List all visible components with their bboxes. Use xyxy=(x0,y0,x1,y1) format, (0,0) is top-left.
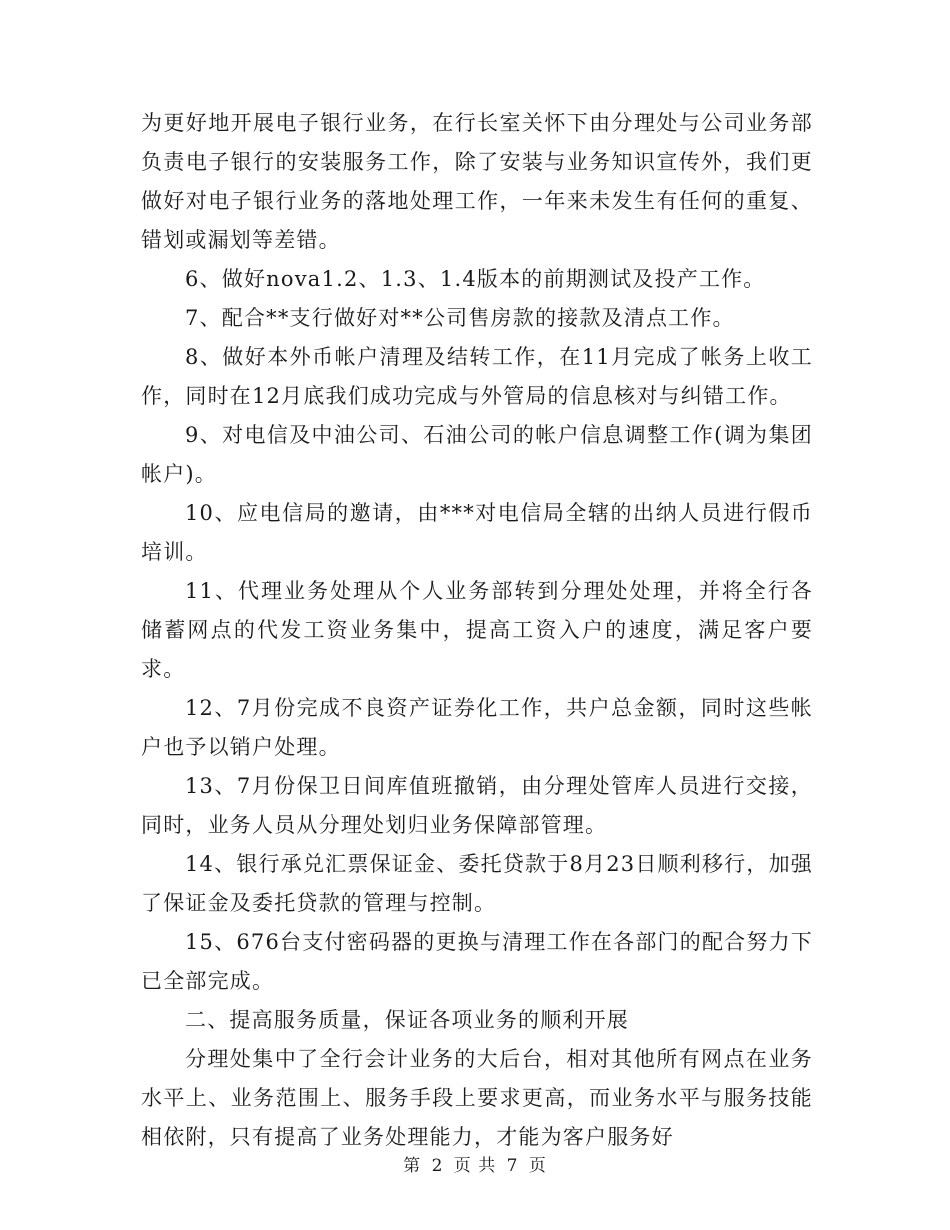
paragraph: 10、应电信局的邀请，由***对电信局全辖的出纳人员进行假币培训。 xyxy=(141,501,813,564)
paragraph: 7、配合**支行做好对**公司售房款的接款及清点工作。 xyxy=(185,306,735,330)
paragraph: 12、7月份完成不良资产证券化工作，共户总金额，同时这些帐户也予以销户处理。 xyxy=(141,696,813,759)
footer-prefix: 第 xyxy=(403,1156,422,1176)
current-page-number: 2 xyxy=(431,1156,444,1176)
paragraph: 8、做好本外币帐户清理及结转工作，在11月完成了帐务上收工作，同时在12月底我们成功完成与外管局的信息核对与纠错工作。 xyxy=(141,345,813,408)
footer-middle: 页 共 xyxy=(453,1156,497,1176)
paragraph: 13、7月份保卫日间库值班撤销，由分理处管库人员进行交接，同时，业务人员从分理处划归业务保障部管理。 xyxy=(141,774,813,837)
paragraph: 14、银行承兑汇票保证金、委托贷款于8月23日顺利移行，加强了保证金及委托贷款的管理与控制。 xyxy=(141,852,813,915)
paragraph: 分理处集中了全行会计业务的大后台，相对其他所有网点在业务水平上、业务范围上、服务手段上要求更高，而业务水平与服务技能相依附，只有提高了业务处理能力，才能为客户服务好 xyxy=(141,1047,813,1149)
page-footer xyxy=(0,1151,950,1176)
total-pages-number: 7 xyxy=(506,1156,519,1176)
section-heading: 二、提高服务质量，保证各项业务的顺利开展 xyxy=(185,1008,629,1032)
paragraph: 11、代理业务处理从个人业务部转到分理处处理，并将全行各储蓄网点的代发工资业务集中，提高工资入户的速度，满足客户要求。 xyxy=(141,579,813,681)
document-body xyxy=(141,104,813,1157)
paragraph: 为更好地开展电子银行业务，在行长室关怀下由分理处与公司业务部负责电子银行的安装服务工作，除了安装与业务知识宣传外，我们更做好对电子银行业务的落地处理工作，一年来未发生有任何的重复、错划或漏划等差错。 xyxy=(141,111,813,252)
paragraph: 6、做好nova1.2、1.3、1.4版本的前期测试及投产工作。 xyxy=(185,267,766,291)
paragraph: 9、对电信及中油公司、石油公司的帐户信息调整工作(调为集团帐户)。 xyxy=(141,423,813,486)
paragraph: 15、676台支付密码器的更换与清理工作在各部门的配合努力下已全部完成。 xyxy=(141,930,813,993)
footer-suffix: 页 xyxy=(528,1156,547,1176)
